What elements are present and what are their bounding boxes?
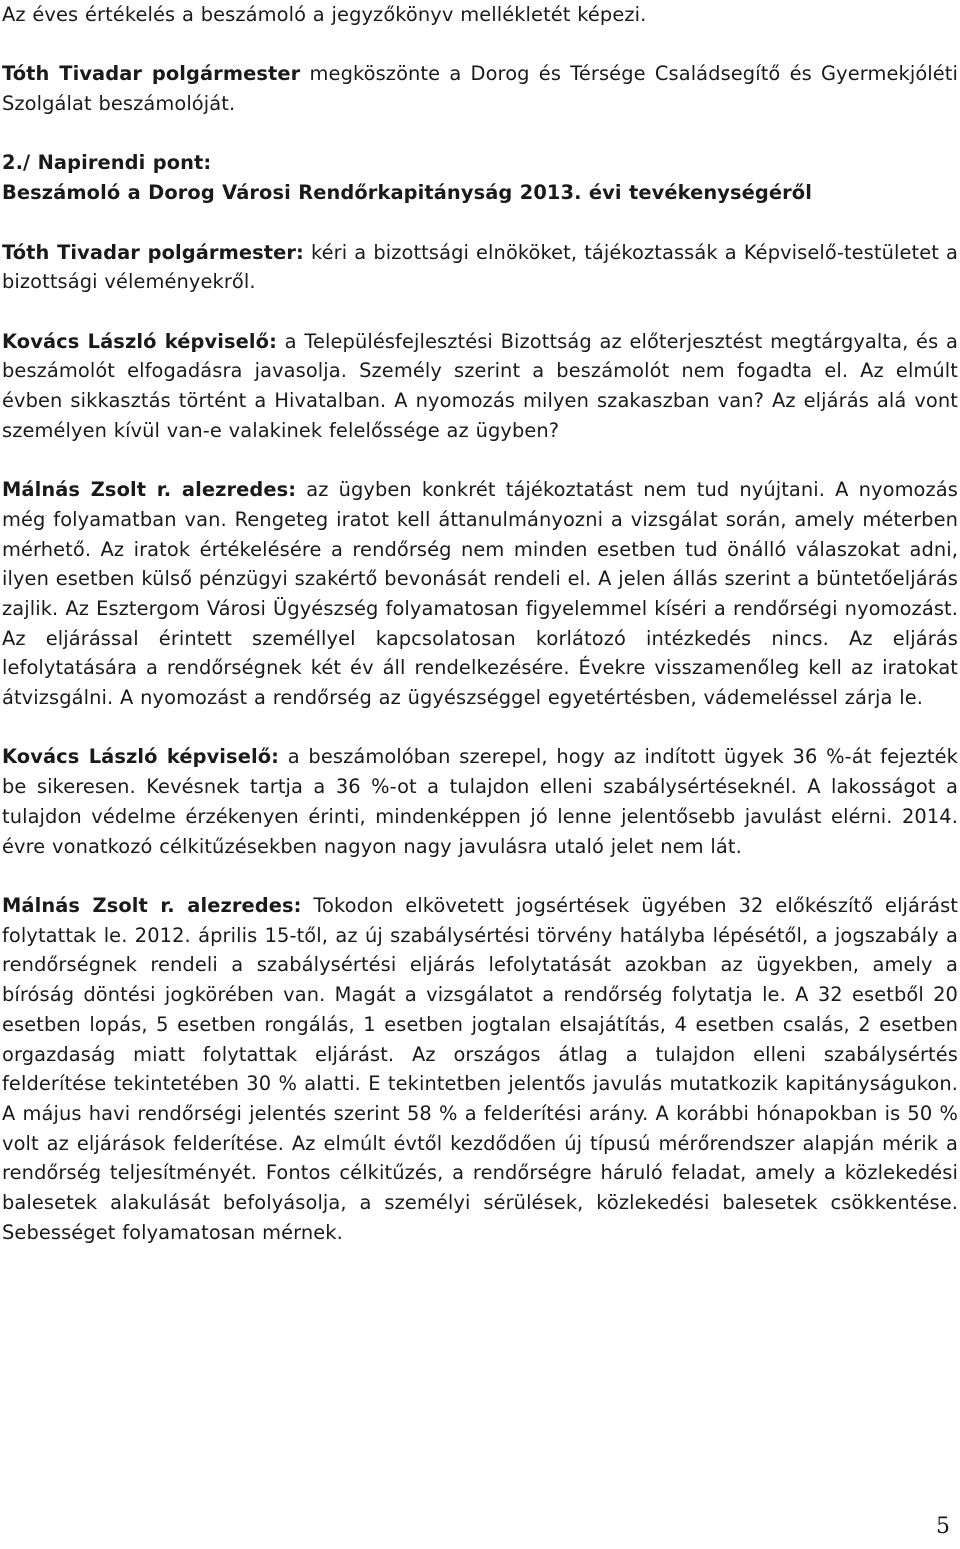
malnas-answer-paragraph [2, 475, 958, 713]
paragraph-text: a Településfejlesztési Bizottság az előterjesztést megtárgyalta, és a beszámolót elfogadásra javasolja. Személy szerint a beszámolót nem fogadta el. Az elmúlt évben sikkasztás történt a Hivatalban. A nyomozás milyen szakaszban van? Az eljárás alá vont személyen kívül van-e valakinek felelőssége az ügyben? [2, 329, 958, 442]
kovacs-question-paragraph [2, 327, 958, 446]
malnas-statistics-paragraph [2, 891, 958, 1247]
agenda-title: Beszámoló a Dorog Városi Rendőrkapitányság 2013. évi tevékenységéről [2, 181, 812, 205]
speaker-name: Tóth Tivadar polgármester: [2, 240, 304, 264]
agenda-heading: 2./ Napirendi pont: [2, 151, 212, 175]
paragraph-text: Tokodon elkövetett jogsértések ügyében 32 előkészítő eljárást folytattak le. 2012. április 15-től, az új szabálysértési törvény hatályba lépésétől, a jogszabály a rendőrségnek rendeli a szabálysértési eljárás lefolytatását azokban az ügyekben, amely a bíróság döntési jogkörében van. Magát a vizsgálatot a rendőrség folytatja le. A 32 esetből 20 esetben lopás, 5 esetben rongálás, 1 esetben jogtalan elsajátítás, 4 esetben csalás, 2 esetben orgazdaság miatt folytattak eljárást. Az országos átlag a tulajdon elleni szabálysértés felderítése tekintetében 30 % alatti. E tekintetben jelentős javulás mutatkozik kapitányságukon. A május havi rendőrségi jelentés szerint 58 % a felderítési arány. A korábbi hónapokban is 50 % volt az eljárások felderítése. Az elmúlt évtől kezdődően új típusú mérőrendszer alapján mérik a rendőrség teljesítményét. Fontos célkitűzés, a rendőrségre háruló feladat, amely a közlekedési balesetek alakulását befolyásolja, a személyi sérülések, közlekedési balesetek csökkentése. Sebességet folyamatosan mérnek. [2, 893, 958, 1244]
mayor-thanks-paragraph [2, 59, 958, 118]
paragraph-text: kéri a bizottsági elnököket, tájékoztassák a Képviselő-testületet a bizottsági véleményekről. [2, 240, 958, 294]
paragraph-text: megköszönte a Dorog és Térsége Családsegítő és Gyermekjóléti Szolgálat beszámolóját. [2, 62, 958, 116]
speaker-name: Tóth Tivadar polgármester [2, 62, 301, 86]
speaker-name: Kovács László képviselő: [2, 329, 277, 353]
intro-paragraph: Az éves értékelés a beszámoló a jegyzőkönyv mellékletét képezi. [2, 3, 647, 26]
speaker-name: Málnás Zsolt r. alezredes: [2, 478, 297, 502]
speaker-name: Málnás Zsolt r. alezredes: [2, 893, 302, 917]
kovacs-comment-paragraph [2, 742, 958, 861]
speaker-name: Kovács László képviselő: [2, 745, 279, 769]
mayor-request-paragraph [2, 238, 958, 297]
document-body [2, 0, 958, 1247]
page-number: 5 [936, 1514, 950, 1539]
paragraph-text: az ügyben konkrét tájékoztatást nem tud nyújtani. A nyomozás még folyamatban van. Rengeteg iratot kell áttanulmányozni a vizsgálat során, amely méterben mérhető. Az iratok értékelésére a rendőrség nem minden esetben tud önálló válaszokat adni, ilyen esetben külső pénzügyi szakértő bevonását rendeli el. A jelen állás szerint a büntetőeljárás zajlik. Az Esztergom Városi Ügyészség folyamatosan figyelemmel kíséri a rendőrségi nyomozást. Az eljárással érintett személlyel kapcsolatosan korlátozó intézkedés nincs. Az eljárás lefolytatására a rendőrségnek két év áll rendelkezésére. Évekre visszamenőleg kell az iratokat átvizsgálni. A nyomozást a rendőrség az ügyészséggel egyetértésben, vádemeléssel zárja le. [2, 478, 958, 710]
paragraph-text: a beszámolóban szerepel, hogy az indított ügyek 36 %-át fejezték be sikeresen. Kevésnek tartja a 36 %-ot a tulajdon elleni szabálysértéseknél. A lakosságot a tulajdon védelme érzékenyen érinti, mindenképpen jó lenne jelentősebb javulást elérni. 2014. évre vonatkozó célkitűzésekben nagyon nagy javulásra utaló jelet nem lát. [2, 745, 958, 858]
